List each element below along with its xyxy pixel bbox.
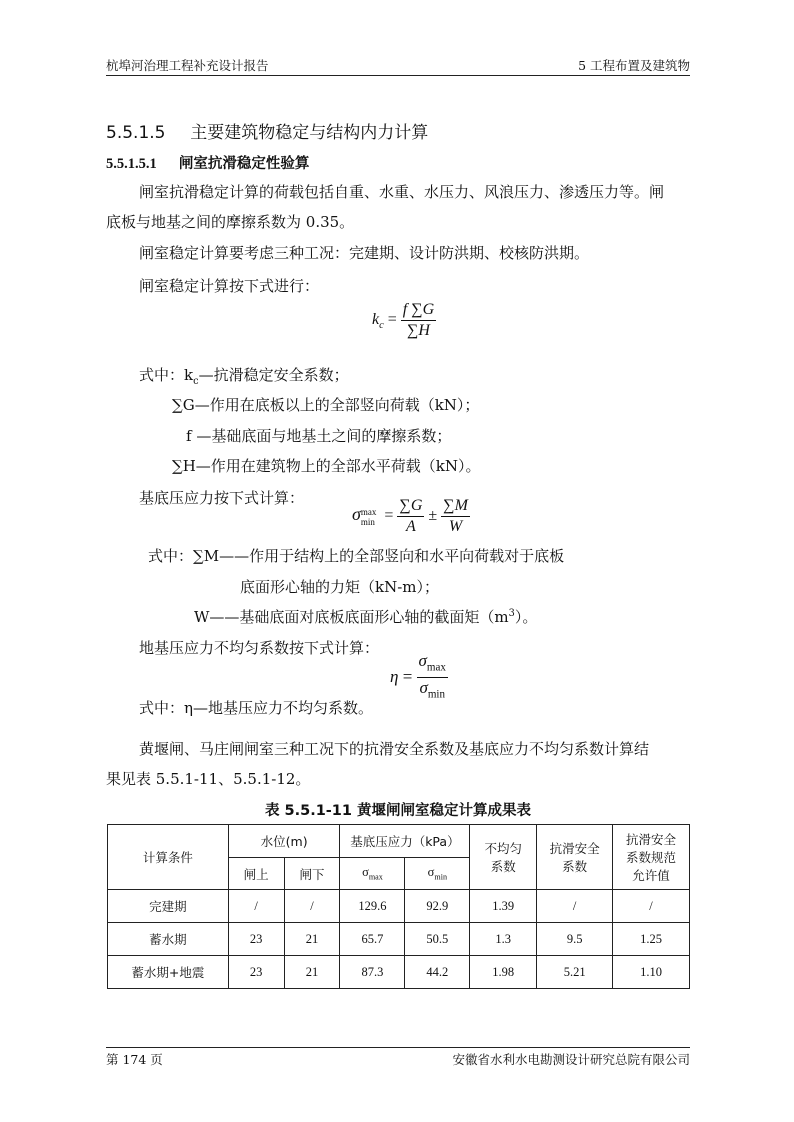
formula-sigma-pm: ±: [428, 507, 438, 525]
formula-eta-fraction: [417, 651, 448, 705]
formula-eta: [390, 651, 448, 705]
formula-eta-denominator: [417, 678, 448, 704]
formula-sigma-fraction-1: [397, 496, 424, 537]
formula-sigma-fraction-2: [441, 496, 470, 537]
formula-sigma-sub: min: [360, 516, 375, 527]
cell-downstream: 21: [284, 956, 340, 989]
table-caption: 表 5.5.1-11 黄堰闸闸室稳定计算成果表: [264, 803, 532, 819]
definition-w-prefix: W——基础底面对底板底面形心轴的截面矩（m: [194, 608, 509, 626]
cell-sigma-max: 129.6: [340, 890, 405, 923]
section-number: 5.5.1.5: [106, 123, 166, 143]
definition-f: f —基础底面与地基土之间的摩擦系数；: [186, 427, 452, 445]
formula-eta-eq: =: [402, 666, 413, 686]
formula-eta-den-sigma: σ: [419, 678, 428, 698]
definition-kc-sub: c: [193, 376, 199, 387]
formula-eta-num-sub: max: [426, 661, 446, 674]
formula-sigma-denominator-1: A: [406, 518, 416, 535]
formula-kc-numerator: f ∑G: [401, 300, 436, 321]
formula-kc: [372, 300, 436, 341]
definition-w: [194, 606, 537, 627]
header-rule: [106, 75, 690, 76]
header-left: 杭埠河治理工程补充设计报告: [106, 58, 269, 73]
cell-downstream: 21: [284, 923, 340, 956]
formula-sigma-numerator-1: ∑G: [397, 496, 424, 517]
cell-allowable: /: [613, 890, 690, 923]
definition-w-suffix: ）。: [514, 608, 538, 626]
paragraph-5: 地基压应力不均匀系数按下式计算：: [139, 639, 380, 657]
header-sigma-max: [340, 858, 405, 890]
paragraph-6-line-2: 果见表 5.5.1-11、5.5.1-12。: [106, 770, 311, 788]
formula-eta-num-sigma: σ: [418, 651, 427, 670]
formula-kc-sub: c: [379, 320, 384, 332]
formula-kc-eq: =: [387, 311, 397, 329]
cell-sigma-min: 92.9: [405, 890, 470, 923]
cell-nonuniform: 1.3: [470, 923, 537, 956]
formula-sigma: [352, 496, 470, 537]
cell-sigma-max: 65.7: [340, 923, 405, 956]
subsection-title: 闸室抗滑稳定性验算: [178, 156, 310, 172]
paragraph-6-line-1: 黄堰闸、马庄闸闸室三种工况下的抗滑安全系数及基底应力不均匀系数计算结: [139, 740, 650, 758]
header-condition: 计算条件: [108, 825, 229, 890]
cell-allowable: 1.25: [613, 923, 690, 956]
header-nonuniform: 不均匀系数: [470, 825, 537, 890]
header-sigma-min-sub: min: [434, 872, 448, 882]
header-base-stress: 基底压应力（kPa）: [340, 825, 470, 858]
cell-downstream: /: [284, 890, 340, 923]
cell-upstream: 23: [228, 923, 284, 956]
formula-sigma-denominator-2: W: [448, 518, 463, 535]
formula-sigma-eq: =: [384, 507, 394, 525]
subsection-number: 5.5.1.5.1: [106, 156, 157, 172]
cell-condition: 完建期: [108, 890, 229, 923]
paragraph-4: 基底压应力按下式计算：: [139, 489, 305, 507]
cell-sigma-min: 50.5: [405, 923, 470, 956]
cell-slide-safety: 5.21: [537, 956, 613, 989]
header-slide-safety: 抗滑安全系数: [537, 825, 613, 890]
definition-w-sup: 3: [508, 608, 515, 619]
definition-kc-rest: —抗滑稳定安全系数；: [198, 366, 349, 384]
formula-kc-lhs: k: [372, 311, 380, 329]
paragraph-3: 闸室稳定计算按下式进行：: [139, 277, 320, 295]
header-water-level: 水位(m): [228, 825, 340, 858]
table-row: [108, 956, 690, 989]
formula-eta-den-sub: min: [427, 688, 446, 701]
definition-eta: 式中：η—地基压应力不均匀系数。: [139, 699, 373, 717]
header-sigma-min-symbol: σ: [427, 865, 435, 880]
definition-sum-g: ∑G—作用在底板以上的全部竖向荷载（kN）；: [172, 396, 480, 414]
formula-kc-fraction: [401, 300, 436, 341]
section-title: 主要建筑物稳定与结构内力计算: [190, 123, 429, 143]
results-table: [107, 824, 690, 989]
cell-condition: 蓄水期: [108, 923, 229, 956]
cell-allowable: 1.10: [613, 956, 690, 989]
formula-eta-symbol: η: [390, 666, 399, 686]
cell-upstream: 23: [228, 956, 284, 989]
formula-sigma-sup: max: [360, 506, 377, 517]
formula-kc-denominator: ∑H: [406, 322, 430, 339]
formula-sigma-numerator-2: ∑M: [441, 496, 470, 517]
header-downstream: 闸下: [284, 858, 340, 890]
definition-kc-prefix: 式中：k: [139, 366, 194, 384]
cell-nonuniform: 1.98: [470, 956, 537, 989]
header-sigma-max-symbol: σ: [362, 865, 369, 880]
header-right: 5 工程布置及建筑物: [578, 58, 690, 73]
definition-sum-m-line-2: 底面形心轴的力矩（kN-m）；: [240, 578, 440, 596]
definition-sum-h: ∑H—作用在建筑物上的全部水平荷载（kN）。: [172, 457, 481, 475]
cell-upstream: /: [228, 890, 284, 923]
definition-sum-m-line-1: 式中：∑M——作用于结构上的全部竖向和水平向荷载对于底板: [148, 547, 565, 565]
footer-rule: [106, 1047, 690, 1048]
paragraph-1-line-1: 闸室抗滑稳定计算的荷载包括自重、水重、水压力、风浪压力、渗透压力等。闸: [139, 183, 665, 201]
footer-page-number: 第 174 页: [106, 1052, 163, 1067]
cell-slide-safety: /: [537, 890, 613, 923]
header-sigma-min: [405, 858, 470, 890]
cell-nonuniform: 1.39: [470, 890, 537, 923]
footer-organization: 安徽省水利水电勘测设计研究总院有限公司: [452, 1052, 690, 1067]
formula-sigma-symbol: σ: [352, 504, 361, 525]
header-sigma-max-sub: max: [368, 872, 383, 882]
header-upstream: 闸上: [228, 858, 284, 890]
paragraph-2: 闸室稳定计算要考虑三种工况：完建期、设计防洪期、校核防洪期。: [139, 244, 590, 262]
cell-sigma-max: 87.3: [340, 956, 405, 989]
table-row: [108, 923, 690, 956]
subsection-heading: [106, 152, 309, 173]
table-row: [108, 890, 690, 923]
section-heading: [106, 118, 428, 143]
header-allowable: 抗滑安全系数规范允许值: [613, 825, 690, 890]
cell-condition: 蓄水期+地震: [108, 956, 229, 989]
paragraph-1-line-2: 底板与地基之间的摩擦系数为 0.35。: [106, 213, 355, 231]
definition-kc: [139, 364, 349, 387]
cell-slide-safety: 9.5: [537, 923, 613, 956]
cell-sigma-min: 44.2: [405, 956, 470, 989]
formula-eta-numerator: [417, 651, 448, 678]
